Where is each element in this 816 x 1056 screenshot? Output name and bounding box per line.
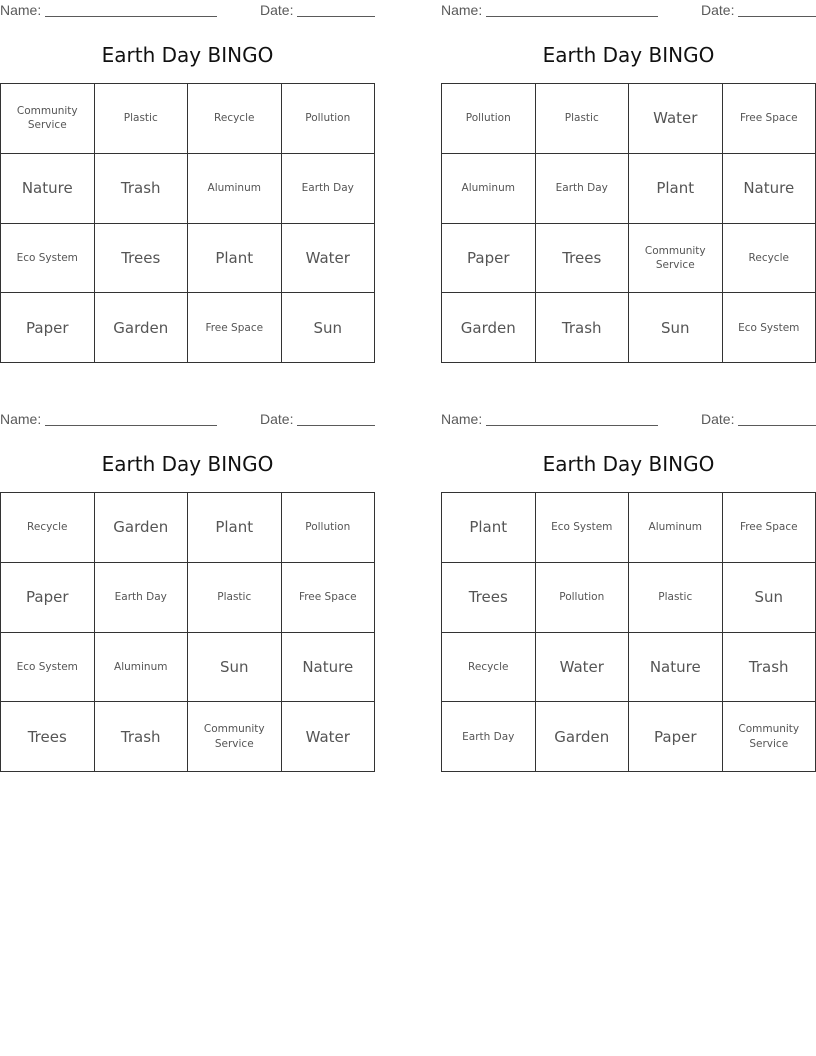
card-title: Earth Day BINGO — [542, 43, 715, 67]
bingo-cell[interactable]: Paper — [629, 702, 723, 772]
date-field[interactable] — [738, 425, 816, 426]
card-title: Earth Day BINGO — [101, 43, 274, 67]
card-header — [441, 2, 816, 20]
bingo-cell[interactable]: Community Service — [188, 702, 282, 772]
bingo-cell[interactable]: Plant — [188, 493, 282, 563]
bingo-cell[interactable]: Free Space — [282, 563, 376, 633]
bingo-cell[interactable]: Water — [282, 702, 376, 772]
bingo-cell[interactable]: Plastic — [536, 84, 630, 154]
name-label: Name: — [441, 2, 483, 18]
bingo-cell[interactable]: Pollution — [442, 84, 536, 154]
name-field[interactable] — [45, 425, 217, 426]
bingo-cell[interactable]: Eco System — [723, 293, 816, 363]
bingo-cell[interactable]: Plastic — [188, 563, 282, 633]
bingo-cell[interactable]: Recycle — [188, 84, 282, 154]
bingo-cell[interactable]: Community Service — [723, 702, 816, 772]
bingo-cell[interactable]: Paper — [1, 293, 95, 363]
date-field[interactable] — [297, 425, 375, 426]
bingo-cell[interactable]: Sun — [282, 293, 376, 363]
bingo-cell[interactable]: Water — [629, 84, 723, 154]
bingo-cell[interactable]: Earth Day — [442, 702, 536, 772]
bingo-cell[interactable]: Plant — [442, 493, 536, 563]
bingo-cell[interactable]: Plant — [629, 154, 723, 224]
bingo-grid — [0, 83, 375, 363]
bingo-cell[interactable]: Plant — [188, 224, 282, 294]
bingo-cell[interactable]: Recycle — [442, 633, 536, 703]
bingo-cell[interactable]: Garden — [442, 293, 536, 363]
bingo-cell[interactable]: Sun — [188, 633, 282, 703]
bingo-cell[interactable]: Free Space — [723, 84, 816, 154]
bingo-cell[interactable]: Trash — [95, 702, 189, 772]
card-header — [0, 411, 375, 429]
bingo-cell[interactable]: Free Space — [723, 493, 816, 563]
card-title: Earth Day BINGO — [542, 452, 715, 476]
card-header — [441, 411, 816, 429]
bingo-cell[interactable]: Nature — [723, 154, 816, 224]
bingo-cell[interactable]: Earth Day — [282, 154, 376, 224]
bingo-cell[interactable]: Plastic — [629, 563, 723, 633]
bingo-cell[interactable]: Earth Day — [95, 563, 189, 633]
date-label: Date: — [260, 411, 294, 427]
name-label: Name: — [0, 411, 42, 427]
bingo-cell[interactable]: Trees — [1, 702, 95, 772]
bingo-cell[interactable]: Pollution — [282, 493, 376, 563]
name-label: Name: — [0, 2, 42, 18]
date-label: Date: — [701, 2, 735, 18]
bingo-cell[interactable]: Trees — [95, 224, 189, 294]
bingo-cell[interactable]: Garden — [536, 702, 630, 772]
date-field[interactable] — [738, 16, 816, 17]
date-field[interactable] — [297, 16, 375, 17]
name-field[interactable] — [45, 16, 217, 17]
bingo-cell[interactable]: Aluminum — [629, 493, 723, 563]
bingo-cell[interactable]: Plastic — [95, 84, 189, 154]
bingo-cell[interactable]: Trees — [536, 224, 630, 294]
bingo-cell[interactable]: Eco System — [536, 493, 630, 563]
bingo-cell[interactable]: Water — [282, 224, 376, 294]
bingo-cell[interactable]: Paper — [1, 563, 95, 633]
name-label: Name: — [441, 411, 483, 427]
bingo-cell[interactable]: Water — [536, 633, 630, 703]
bingo-cell[interactable]: Community Service — [1, 84, 95, 154]
bingo-cell[interactable]: Paper — [442, 224, 536, 294]
bingo-cell[interactable]: Earth Day — [536, 154, 630, 224]
bingo-cell[interactable]: Aluminum — [95, 633, 189, 703]
bingo-cell[interactable]: Garden — [95, 493, 189, 563]
bingo-cell[interactable]: Trash — [95, 154, 189, 224]
name-field[interactable] — [486, 16, 658, 17]
bingo-cell[interactable]: Pollution — [282, 84, 376, 154]
card-title: Earth Day BINGO — [101, 452, 274, 476]
bingo-cell[interactable]: Eco System — [1, 224, 95, 294]
bingo-cell[interactable]: Sun — [723, 563, 816, 633]
bingo-cell[interactable]: Community Service — [629, 224, 723, 294]
bingo-grid — [441, 492, 816, 772]
bingo-cell[interactable]: Trees — [442, 563, 536, 633]
bingo-cell[interactable]: Trash — [536, 293, 630, 363]
bingo-cell[interactable]: Sun — [629, 293, 723, 363]
bingo-cell[interactable]: Recycle — [1, 493, 95, 563]
bingo-cell[interactable]: Aluminum — [442, 154, 536, 224]
bingo-cell[interactable]: Pollution — [536, 563, 630, 633]
bingo-cell[interactable]: Free Space — [188, 293, 282, 363]
bingo-cell[interactable]: Aluminum — [188, 154, 282, 224]
bingo-grid — [441, 83, 816, 363]
card-header — [0, 2, 375, 20]
bingo-cell[interactable]: Nature — [282, 633, 376, 703]
bingo-cell[interactable]: Recycle — [723, 224, 816, 294]
date-label: Date: — [701, 411, 735, 427]
name-field[interactable] — [486, 425, 658, 426]
bingo-cell[interactable]: Nature — [629, 633, 723, 703]
bingo-cell[interactable]: Nature — [1, 154, 95, 224]
bingo-cell[interactable]: Eco System — [1, 633, 95, 703]
date-label: Date: — [260, 2, 294, 18]
bingo-grid — [0, 492, 375, 772]
bingo-cell[interactable]: Trash — [723, 633, 816, 703]
bingo-cell[interactable]: Garden — [95, 293, 189, 363]
